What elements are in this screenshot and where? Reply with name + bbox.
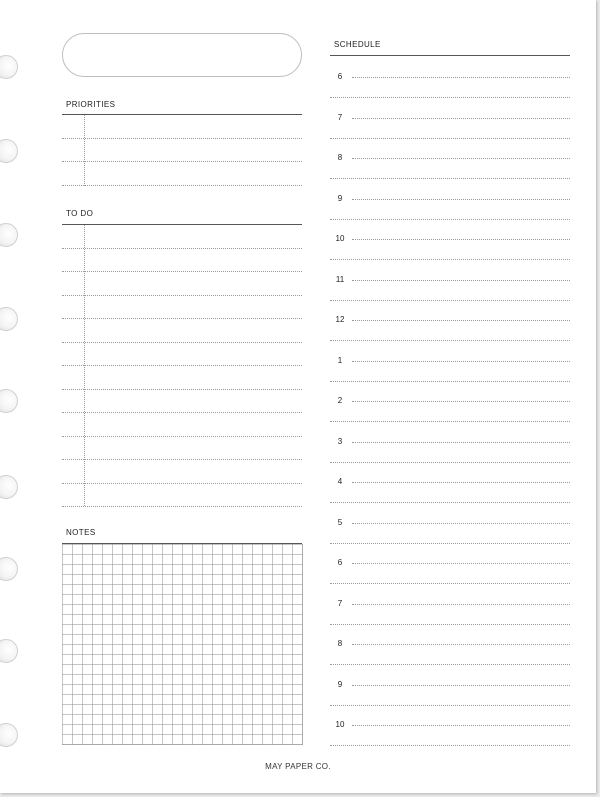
schedule-half-hour-line[interactable] <box>330 259 570 260</box>
schedule-hour-label: 8 <box>337 639 343 648</box>
todo-line[interactable] <box>62 506 302 507</box>
todo-line[interactable] <box>62 389 302 390</box>
schedule-hour-label: 6 <box>337 72 343 81</box>
schedule-hour-line[interactable] <box>352 401 570 402</box>
schedule-half-hour-line[interactable] <box>330 664 570 665</box>
schedule-hour-line[interactable] <box>352 118 570 119</box>
schedule-hour-label: 2 <box>337 396 343 405</box>
schedule-half-hour-line[interactable] <box>330 624 570 625</box>
todo-line[interactable] <box>62 318 302 319</box>
schedule-hour-line[interactable] <box>352 685 570 686</box>
todo-line[interactable] <box>62 342 302 343</box>
schedule-hour-label: 7 <box>337 598 343 608</box>
binder-disc <box>0 55 18 79</box>
todo-line[interactable] <box>62 271 302 272</box>
priorities-heading: PRIORITIES <box>66 100 116 109</box>
schedule-hour-line[interactable] <box>352 320 570 321</box>
priority-line[interactable] <box>62 138 302 139</box>
schedule-hour-line[interactable] <box>352 563 570 564</box>
schedule-half-hour-line[interactable] <box>330 543 570 544</box>
schedule-half-hour-line[interactable] <box>330 138 570 139</box>
schedule-hour-line[interactable] <box>352 280 570 281</box>
priorities-rule <box>62 114 302 115</box>
schedule-hour-line[interactable] <box>352 239 570 240</box>
schedule-hour-label: 8 <box>337 153 343 162</box>
schedule-hour-label: 12 <box>335 315 345 324</box>
schedule-hour-label: 10 <box>335 234 345 243</box>
schedule-hour-line[interactable] <box>352 158 570 159</box>
binder-disc <box>0 307 18 331</box>
binder-disc <box>0 223 18 247</box>
binder-disc <box>0 139 18 163</box>
schedule-heading: SCHEDULE <box>334 40 381 49</box>
schedule-hour-line[interactable] <box>352 523 570 524</box>
todo-line[interactable] <box>62 412 302 413</box>
binder-disc <box>0 639 18 663</box>
binder-disc <box>0 475 18 499</box>
todo-line[interactable] <box>62 436 302 437</box>
schedule-hour-line[interactable] <box>352 604 570 605</box>
schedule-half-hour-line[interactable] <box>330 340 570 341</box>
brand-footer: MAY PAPER CO. <box>265 762 331 771</box>
schedule-hour-label: 7 <box>337 112 343 122</box>
todo-rule <box>62 224 302 225</box>
schedule-hour-label: 11 <box>335 274 345 284</box>
schedule-half-hour-line[interactable] <box>330 219 570 220</box>
schedule-hour-line[interactable] <box>352 199 570 200</box>
date-box[interactable] <box>62 33 302 77</box>
schedule-hour-label: 9 <box>337 193 343 203</box>
todo-line[interactable] <box>62 483 302 484</box>
todo-heading: TO DO <box>66 209 94 218</box>
schedule-half-hour-line[interactable] <box>330 381 570 382</box>
schedule-hour-line[interactable] <box>352 725 570 726</box>
schedule-half-hour-line[interactable] <box>330 705 570 706</box>
todo-line[interactable] <box>62 459 302 460</box>
schedule-half-hour-line[interactable] <box>330 421 570 422</box>
notes-heading: NOTES <box>66 528 96 537</box>
todo-line[interactable] <box>62 248 302 249</box>
notes-grid[interactable] <box>62 544 303 745</box>
schedule-hour-line[interactable] <box>352 442 570 443</box>
priority-line[interactable] <box>62 185 302 186</box>
todo-line[interactable] <box>62 295 302 296</box>
priority-line[interactable] <box>62 161 302 162</box>
schedule-hour-line[interactable] <box>352 482 570 483</box>
schedule-hour-label: 5 <box>337 517 343 527</box>
schedule-hour-line[interactable] <box>352 361 570 362</box>
schedule-hour-label: 10 <box>335 720 345 729</box>
schedule-half-hour-line[interactable] <box>330 502 570 503</box>
schedule-half-hour-line[interactable] <box>330 300 570 301</box>
schedule-hour-label: 3 <box>337 436 343 446</box>
binder-disc <box>0 723 18 747</box>
schedule-hour-label: 4 <box>337 477 343 486</box>
schedule-hour-label: 9 <box>337 679 343 689</box>
schedule-half-hour-line[interactable] <box>330 178 570 179</box>
schedule-hour-label: 6 <box>337 558 343 567</box>
schedule-rule <box>330 55 570 56</box>
binder-disc <box>0 557 18 581</box>
priorities-checkbox-margin <box>84 115 85 186</box>
schedule-half-hour-line[interactable] <box>330 745 570 746</box>
schedule-hour-line[interactable] <box>352 77 570 78</box>
todo-line[interactable] <box>62 365 302 366</box>
binder-disc <box>0 389 18 413</box>
schedule-half-hour-line[interactable] <box>330 97 570 98</box>
schedule-half-hour-line[interactable] <box>330 583 570 584</box>
schedule-hour-line[interactable] <box>352 644 570 645</box>
schedule-hour-label: 1 <box>337 355 343 365</box>
schedule-half-hour-line[interactable] <box>330 462 570 463</box>
